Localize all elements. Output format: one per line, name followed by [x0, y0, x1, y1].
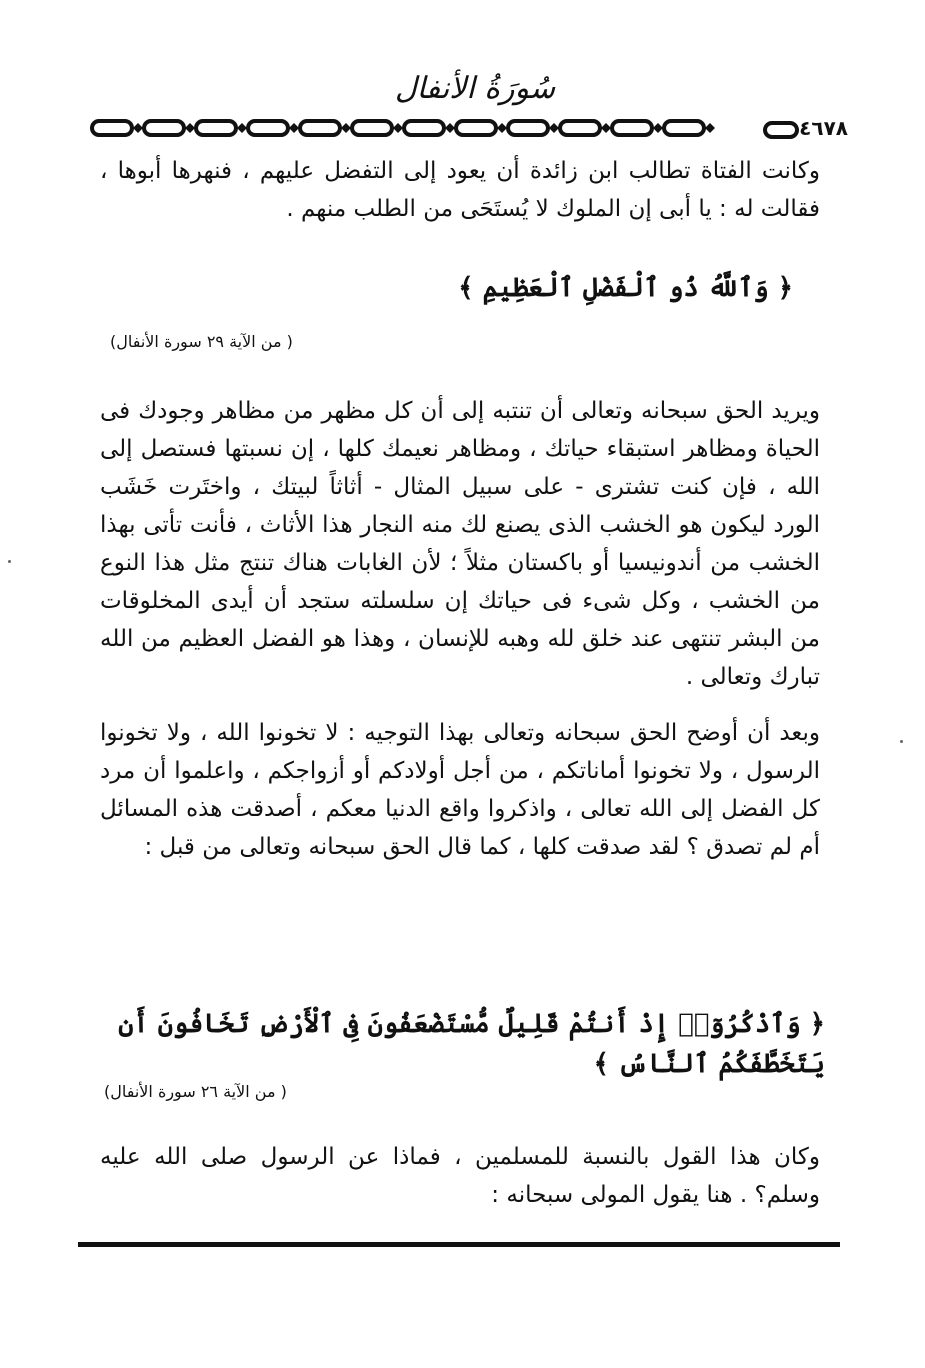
quran-verse-1: ﴿ وَٱللَّهُ ذُو ٱلْفَضْلِ ٱلْعَظِيمِ ﴾	[458, 273, 793, 303]
verse-citation-1: ( من الآية ٢٩ سورة الأنفال)	[110, 332, 293, 351]
quran-verse-2: ﴿ وَٱذْكُرُوٓا۟ إِذْ أَنتُمْ قَلِيلٌ مُّسْتَضْعَفُونَ فِى ٱلْأَرْضِ تَخَافُونَ أَن يَتَخَطَّفَكُمُ ٱلنَّاسُ ﴾	[118, 1009, 825, 1079]
page-header	[88, 112, 848, 144]
page-number-ornament-icon	[763, 121, 799, 139]
paragraph-1: وكانت الفتاة تطالب ابن زائدة أن يعود إلى التفضل عليهم ، فنهرها أبوها ، فقالت له : يا أبى إن الملوك لا يُستَحَى من الطلب منهم .	[100, 158, 820, 222]
margin-speck	[8, 560, 11, 563]
paragraph-4: وكان هذا القول بالنسبة للمسلمين ، فماذا عن الرسول صلى الله عليه وسلم؟ . هنا يقول المولى سبحانه :	[100, 1144, 820, 1208]
page-number-text: ٤٦٧٨	[799, 116, 848, 140]
chain-ornament-icon	[88, 116, 748, 140]
margin-speck	[900, 740, 903, 743]
page-number	[748, 112, 848, 144]
verse-citation-2: ( من الآية ٢٦ سورة الأنفال)	[104, 1082, 287, 1101]
paragraph-3: وبعد أن أوضح الحق سبحانه وتعالى بهذا التوجيه : لا تخونوا الله ، ولا تخونوا الرسول ، ولا تخونوا أماناتكم ، من أجل أولادكم أو أزواجكم ، واعلموا أن مرد كل الفضل إلى الله تعالى ، واذكروا واقع الدنيا معكم ، أصدقت هذه المسائل أم لم تصدق ؟ لقد صدقت كلها ، كما قال الحق سبحانه وتعالى من قبل :	[100, 720, 820, 860]
paragraph-2: ويريد الحق سبحانه وتعالى أن تنتبه إلى أن كل مظهر من مظاهر وجودك فى الحياة ومظاهر استبقاء حياتك ، ومظاهر نعيمك كلها ، إن نسبتها فستصل إلى الله ، فإن كنت تشترى - على سبيل المثال - أثاثاً لبيتك ، واختَرت خَشَب الورد ليكون هو الخشب الذى يصنع لك منه النجار هذا الأثاث ، فأنت تأتى بهذا الخشب من أندونيسيا أو باكستان مثلاً ؛ لأن الغابات هناك تنتج مثل هذا النوع من الخشب ، وكل شىء فى حياتك إن سلسلته ستجد أن أيدى المخلوقات من البشر تنتهى عند خلق لله وهبه للإنسان ، وهذا هو الفضل العظيم من الله تبارك وتعالى .	[100, 398, 820, 690]
surah-title: سُورَةُ الأنفال	[394, 71, 556, 106]
bottom-rule	[78, 1242, 840, 1247]
